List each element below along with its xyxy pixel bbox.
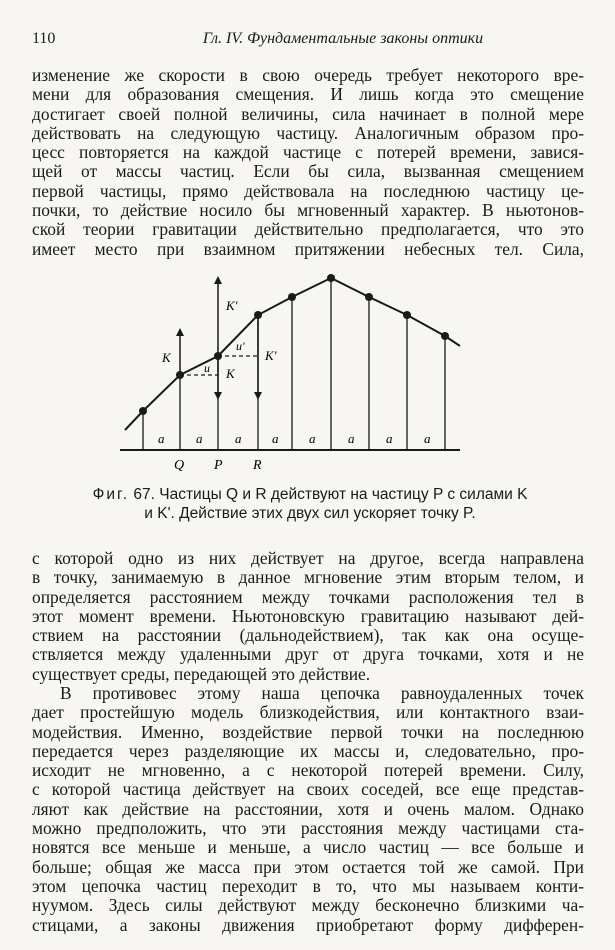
spacing-a: a — [272, 431, 279, 446]
label-K-left: K — [162, 350, 171, 365]
caption-label: Фиг. — [92, 486, 130, 503]
text-line: существует среды, передающей это действие. — [32, 664, 371, 684]
text-line: дает простейшую модель близкодействия, или контактного взаи- — [32, 703, 584, 723]
label-K-prime-right: K' — [265, 348, 277, 363]
figure-caption — [60, 485, 560, 523]
text-line: щей от массы частиц. Если бы сила, вызванная смещением — [32, 162, 584, 182]
text-line: передается через разделяющие их массы и, следовательно, про- — [32, 741, 584, 761]
running-header — [32, 28, 584, 50]
label-Q: Q — [174, 458, 185, 473]
text-line: изменение же скорости в свою очередь требует некоторого вре- — [32, 66, 584, 85]
displacement-lines — [180, 315, 258, 375]
text-line: ствляется между удаленными друг от друга точками, хотя и не — [32, 645, 584, 665]
text-line: больше; общая же масса при этом остается той же самой. При — [32, 857, 584, 877]
text-line: с которой одно из них действует на другое, всегда направлена — [32, 549, 584, 568]
text-line: нуумом. Здесь силы действуют между бесконечно близкими ча- — [32, 896, 584, 916]
caption-text-1: 67. Частицы Q и R действуют на частицу P с силами K — [133, 486, 528, 503]
paragraph-2 — [32, 549, 584, 684]
text-line: имеет место при взаимном притяжении небесных тел. Сила, — [32, 239, 584, 259]
spacing-a: a — [196, 431, 203, 446]
spacing-a: a — [386, 431, 393, 446]
point-labels — [174, 458, 262, 473]
text-line: В противовес этому наша цепочка равноудаленных точек — [60, 684, 584, 703]
spacing-labels — [158, 431, 431, 446]
label-R: R — [253, 458, 262, 473]
label-P: P — [214, 458, 223, 473]
paragraph-3 — [32, 684, 584, 935]
particles — [139, 274, 449, 415]
chapter-title: Гл. IV. Фундаментальные законы оптики — [202, 30, 484, 47]
caption-line-1 — [60, 485, 560, 504]
text-line: определяется расстоянием между точками расположения тел в — [32, 587, 584, 607]
text-line: стицами, а законы движения приобретают форму дифферен- — [32, 915, 584, 935]
text-line: действовать на следующую частицу. Аналогичным образом про- — [32, 123, 584, 143]
label-u: u — [204, 361, 210, 375]
text-line: модействия. Именно, воздействие первой точки на последнюю — [32, 722, 584, 742]
paragraph-1 — [32, 66, 584, 259]
text-line: цесс повторяется на каждой частице с потерей времени, завися- — [32, 143, 584, 163]
text-line: первой частицы, прямо действовала на последнюю частицу це- — [32, 181, 584, 201]
label-u-prime: u' — [236, 339, 245, 353]
page-number: 110 — [32, 30, 56, 47]
text-line: достигает своей полной величины, сила начинает в полной мере — [32, 104, 584, 124]
spacing-a: a — [309, 431, 316, 446]
label-K-mid: K — [226, 366, 235, 381]
text-line: ствием на расстоянии (дальнодействием), так как она осуще- — [32, 626, 584, 646]
particle-posts — [143, 278, 445, 450]
text-line: ляют как действие на расстоянии, хотя и очень малом. Однако — [32, 799, 584, 819]
text-line: можно предположить, что эти расстояния между частицами ста- — [32, 819, 584, 839]
text-line: почки, то действие носило бы мгновенный характер. В ньютонов- — [32, 201, 584, 221]
text-line: этот момент времени. Ньютоновскую гравитацию называют дей- — [32, 606, 584, 626]
figure-67 — [120, 270, 480, 475]
text-line: в точку, занимаемую в данное мгновение этим вторым телом, и — [32, 568, 584, 588]
text-line: новятся все меньше и меньше, а число частиц — все больше и — [32, 838, 584, 858]
caption-text-2: и K'. Действие этих двух сил ускоряет точку P. — [144, 505, 476, 522]
text-line: ской теории гравитации действительно предполагается, что это — [32, 220, 584, 240]
spacing-a: a — [424, 431, 431, 446]
label-K-prime-top: K' — [226, 298, 238, 313]
text-line: исходит не мгновенно, а с некоторой потерей времени. Силу, — [32, 761, 584, 781]
spacing-a: a — [158, 431, 165, 446]
spacing-a: a — [348, 431, 355, 446]
text-line: мени для образования смещения. И лишь когда это смещение — [32, 85, 584, 105]
text-line: этом цепочка частиц переходит в то, что мы называем конти- — [32, 876, 584, 896]
text-line: с которой частица действует на своих соседей, все еще представ- — [32, 780, 584, 800]
spacing-a: a — [235, 431, 242, 446]
